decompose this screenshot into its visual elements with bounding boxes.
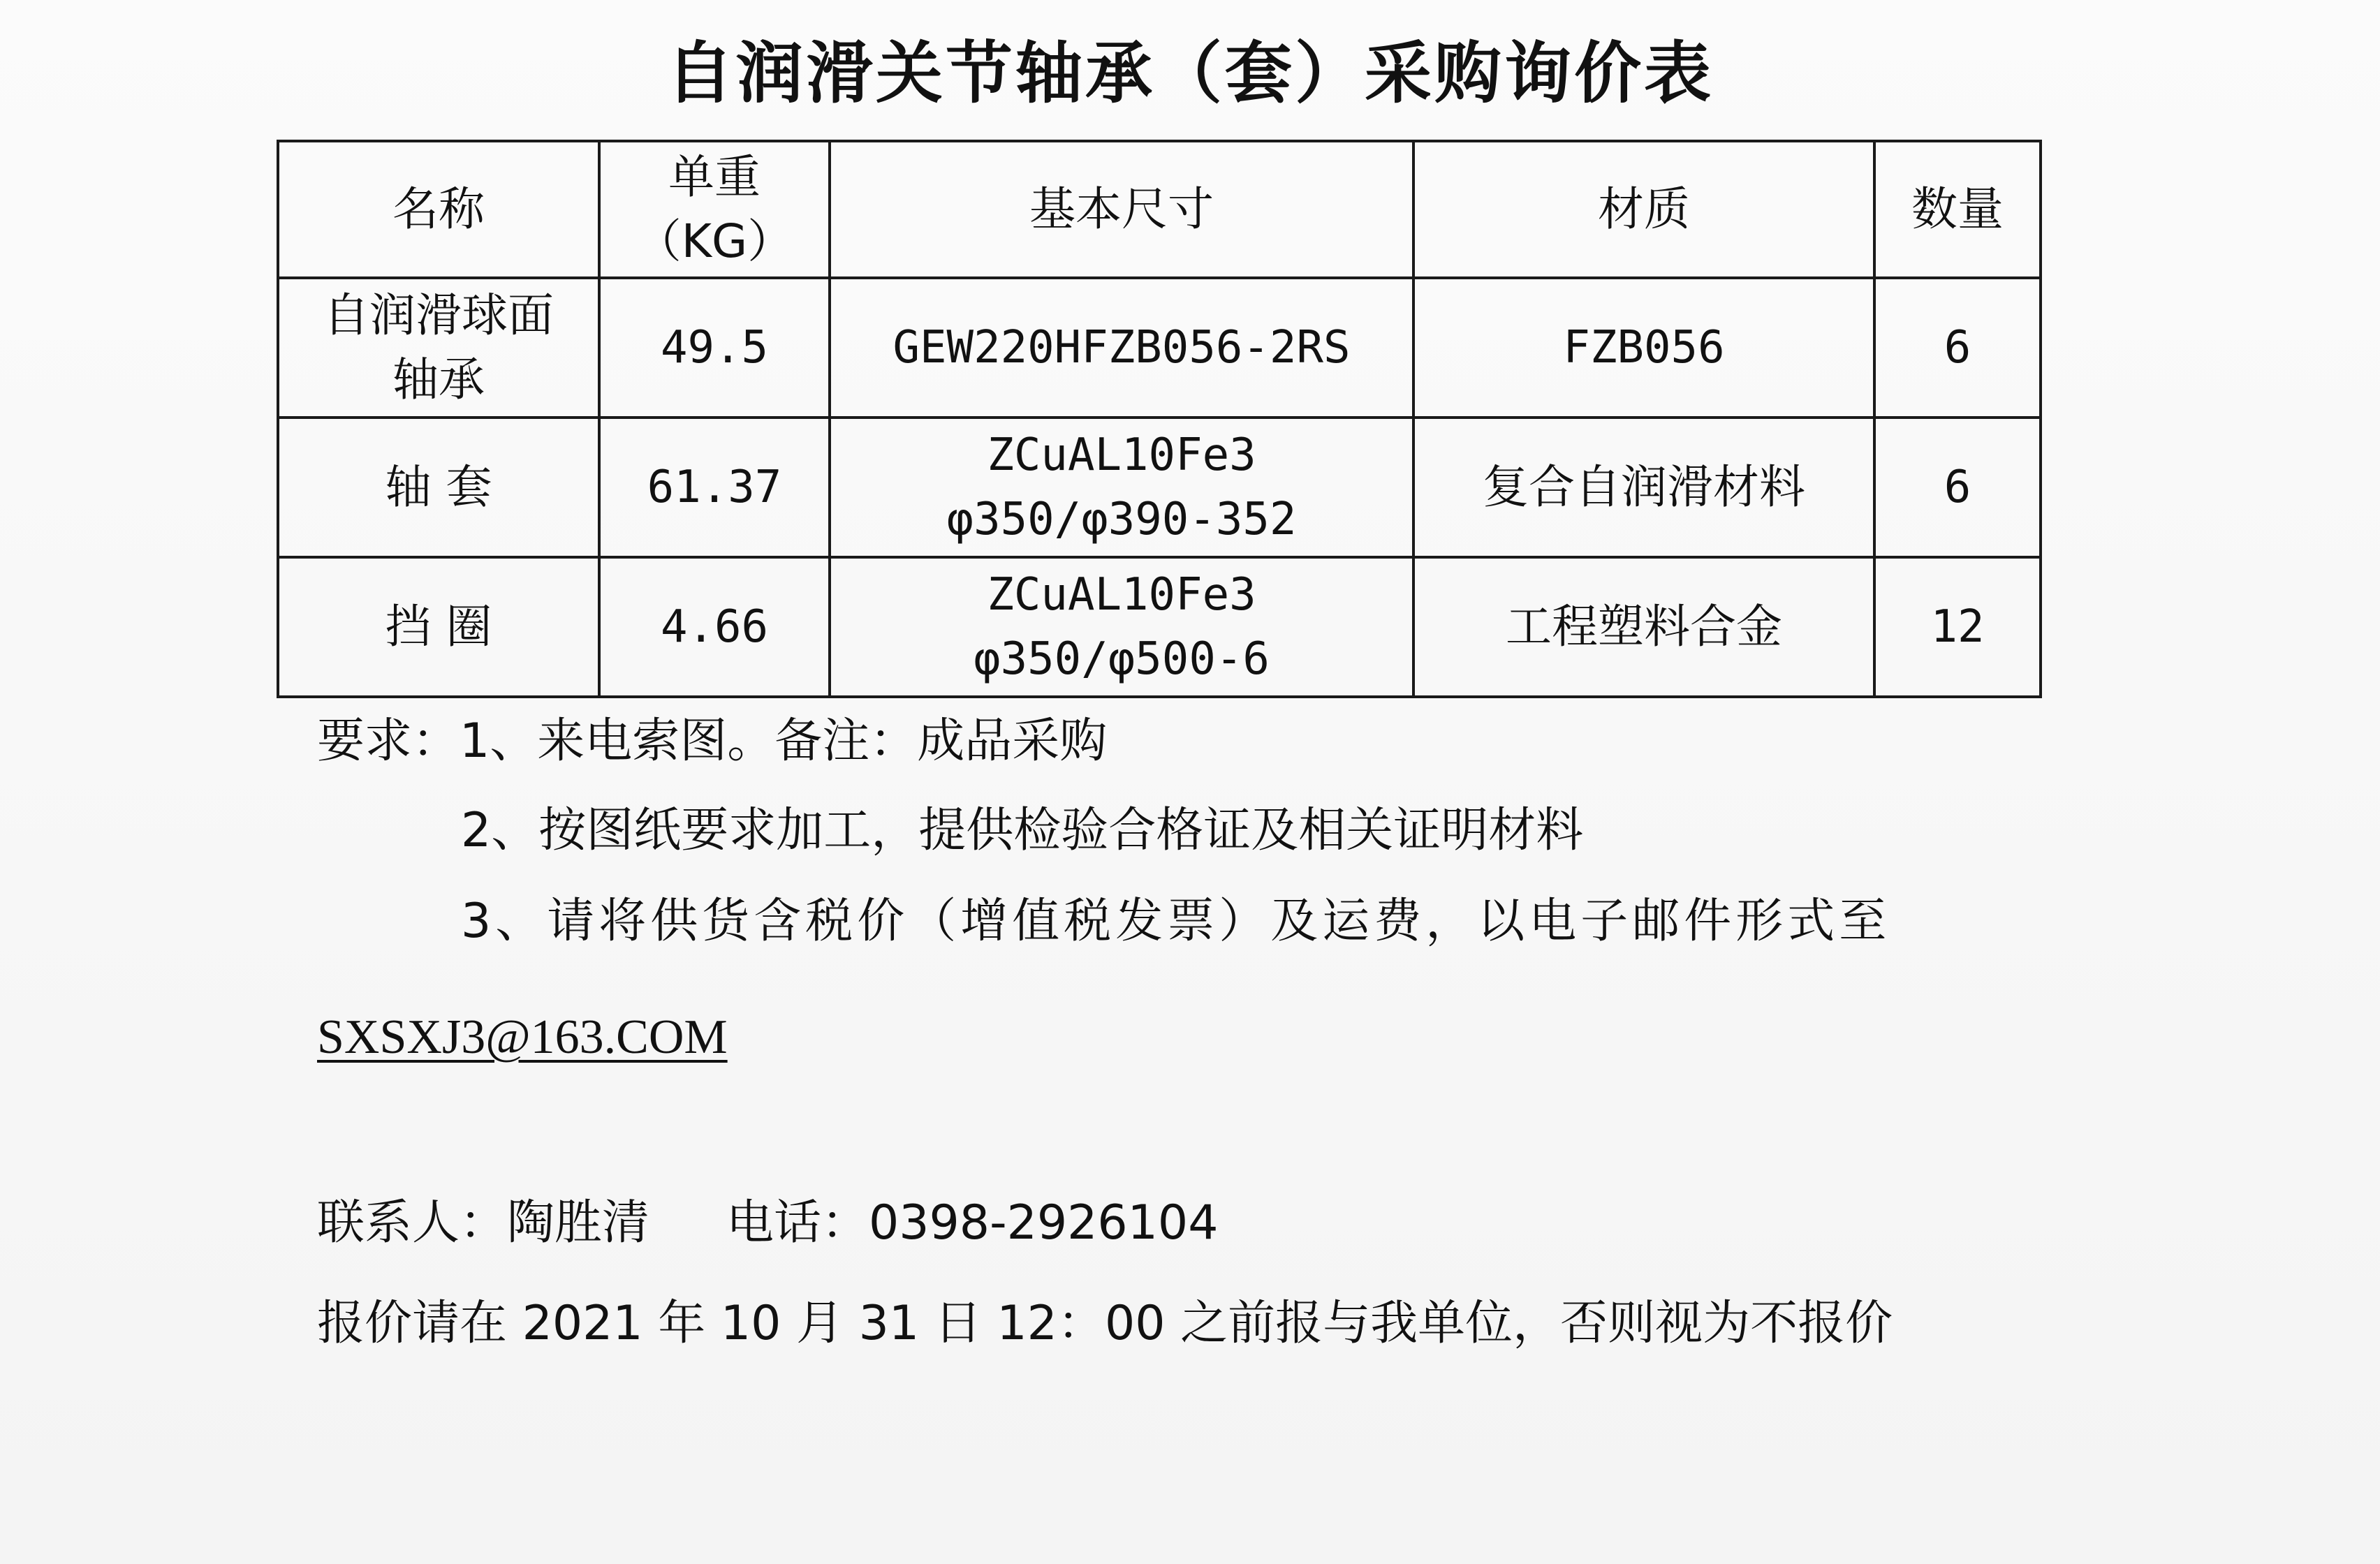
cell-size: GEW220HFZB056-2RS (830, 278, 1413, 418)
cell-material: FZB056 (1413, 278, 1874, 418)
cell-material: 工程塑料合金 (1413, 557, 1874, 697)
inquiry-table (277, 140, 2042, 698)
cell-quantity: 6 (1874, 278, 2041, 418)
table-row (278, 418, 2041, 557)
contact-phone: 电话：0398-2926104 (726, 1195, 1219, 1251)
requirement-line-3: 3、请将供货含税价（增值税发票）及运费，以电子邮件形式至 (461, 894, 1891, 949)
requirement-line-1: 要求：1、来电索图。备注：成品采购 (317, 714, 1108, 769)
requirement-line-2: 2、按图纸要求加工，提供检验合格证及相关证明材料 (461, 803, 1584, 858)
deadline-line: 报价请在 2021 年 10 月 31 日 12：00 之前报与我单位，否则视为不报价 (317, 1296, 1893, 1351)
cell-weight: 61.37 (599, 418, 830, 557)
table-row (278, 557, 2041, 697)
contact-person: 联系人：陶胜清 (317, 1195, 650, 1251)
cell-weight: 4.66 (599, 557, 830, 697)
cell-name: 挡 圈 (278, 557, 599, 697)
cell-size: ZCuAL10Fe3 φ350/φ500-6 (830, 557, 1413, 697)
table-row (278, 278, 2041, 418)
email-link[interactable]: SXSXJ3@163.COM (317, 1010, 728, 1064)
header-material: 材质 (1413, 141, 1874, 278)
header-quantity: 数量 (1874, 141, 2041, 278)
header-weight: 单重 （KG） (599, 141, 830, 278)
cell-name: 轴 套 (278, 418, 599, 557)
header-name: 名称 (278, 141, 599, 278)
cell-material: 复合自润滑材料 (1413, 418, 1874, 557)
document-title: 自润滑关节轴承（套）采购询价表 (666, 34, 1714, 112)
contact-line (317, 1188, 1218, 1258)
cell-weight: 49.5 (599, 278, 830, 418)
cell-quantity: 12 (1874, 557, 2041, 697)
cell-name: 自润滑球面 轴承 (278, 278, 599, 418)
cell-size: ZCuAL10Fe3 φ350/φ390-352 (830, 418, 1413, 557)
table-header-row (278, 141, 2041, 278)
cell-quantity: 6 (1874, 418, 2041, 557)
header-size: 基本尺寸 (830, 141, 1413, 278)
